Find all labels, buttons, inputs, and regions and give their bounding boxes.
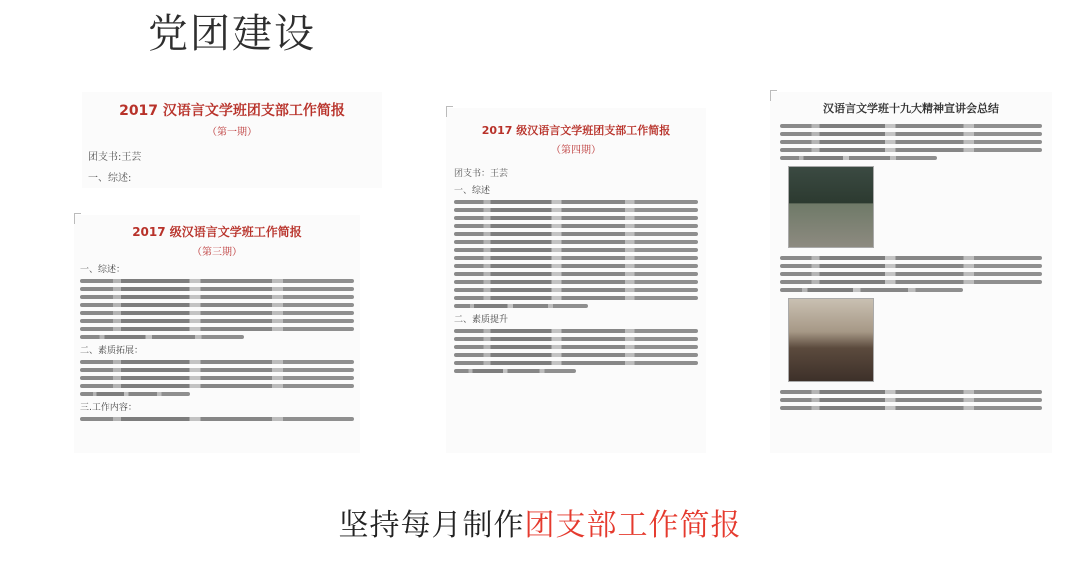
text-line [454, 272, 698, 276]
doc4-title: 汉语言文学班十九大精神宣讲会总结 [823, 102, 999, 115]
text-line [454, 361, 698, 365]
text-line [454, 329, 698, 333]
doc1-issue: （第一期） [207, 127, 257, 138]
text-line [454, 304, 588, 308]
doc3-issue: （第四期） [551, 145, 601, 156]
newsletter-issue-3 [74, 215, 360, 453]
text-line [454, 248, 698, 252]
text-line [454, 224, 698, 228]
text-line [780, 256, 1042, 260]
page-corner-mark [446, 106, 453, 117]
doc2-issue: （第三期） [192, 247, 242, 258]
text-line [454, 200, 698, 204]
page-corner-mark [770, 90, 777, 101]
text-line [780, 148, 1042, 152]
caption-prefix: 坚持每月制作 [338, 508, 525, 543]
text-line [454, 256, 698, 260]
text-line [454, 353, 698, 357]
study-session-summary [770, 92, 1052, 453]
text-line [454, 216, 698, 220]
doc2-section-3: 三.工作内容： [80, 403, 137, 413]
text-line [80, 311, 354, 315]
text-line [454, 288, 698, 292]
text-line [454, 337, 698, 341]
text-line [454, 369, 576, 373]
text-line [780, 280, 1042, 284]
text-line [780, 124, 1042, 128]
doc3-section-2: 二、素质提升 [454, 315, 509, 325]
text-line [80, 417, 354, 421]
text-line [780, 264, 1042, 268]
page-title: 党团建设 [148, 11, 316, 57]
text-line [80, 384, 354, 388]
text-line [80, 335, 244, 339]
doc2-title: 2017 级汉语言文学班工作简报 [132, 225, 302, 239]
text-line [80, 295, 354, 299]
newsletter-issue-4 [446, 108, 706, 453]
newsletter-issue-1 [82, 92, 382, 188]
text-line [80, 319, 354, 323]
caption [0, 500, 1080, 544]
text-line [780, 390, 1042, 394]
text-line [780, 398, 1042, 402]
text-line [80, 279, 354, 283]
text-line [80, 303, 354, 307]
caption-highlight: 团支部工作简报 [524, 508, 742, 543]
page-corner-mark [74, 213, 81, 224]
doc2-section-2: 二、素质拓展： [80, 346, 144, 356]
doc3-section-1: 一、综述 [454, 186, 491, 196]
text-line [780, 140, 1042, 144]
text-line [80, 376, 354, 380]
text-line [80, 368, 354, 372]
text-line [780, 156, 937, 160]
text-line [454, 240, 698, 244]
doc1-author: 团支书:王芸 [88, 152, 142, 163]
text-line [454, 345, 698, 349]
text-line [80, 327, 354, 331]
lecture-photo [788, 166, 874, 248]
text-line [80, 287, 354, 291]
text-line [454, 296, 698, 300]
text-line [780, 132, 1042, 136]
doc3-title: 2017 级汉语言文学班团支部工作简报 [481, 124, 671, 137]
text-line [454, 264, 698, 268]
doc1-section: 一、综述: [88, 173, 132, 184]
text-line [80, 392, 190, 396]
text-line [454, 280, 698, 284]
text-line [780, 272, 1042, 276]
doc3-author: 团支书：王芸 [454, 169, 509, 179]
doc2-section-1: 一、综述： [80, 265, 126, 275]
doc1-title: 2017 汉语言文学班团支部工作简报 [119, 103, 345, 119]
text-line [454, 232, 698, 236]
text-line [780, 288, 963, 292]
text-line [454, 208, 698, 212]
classroom-photo [788, 298, 874, 382]
text-line [80, 360, 354, 364]
text-line [780, 406, 1042, 410]
